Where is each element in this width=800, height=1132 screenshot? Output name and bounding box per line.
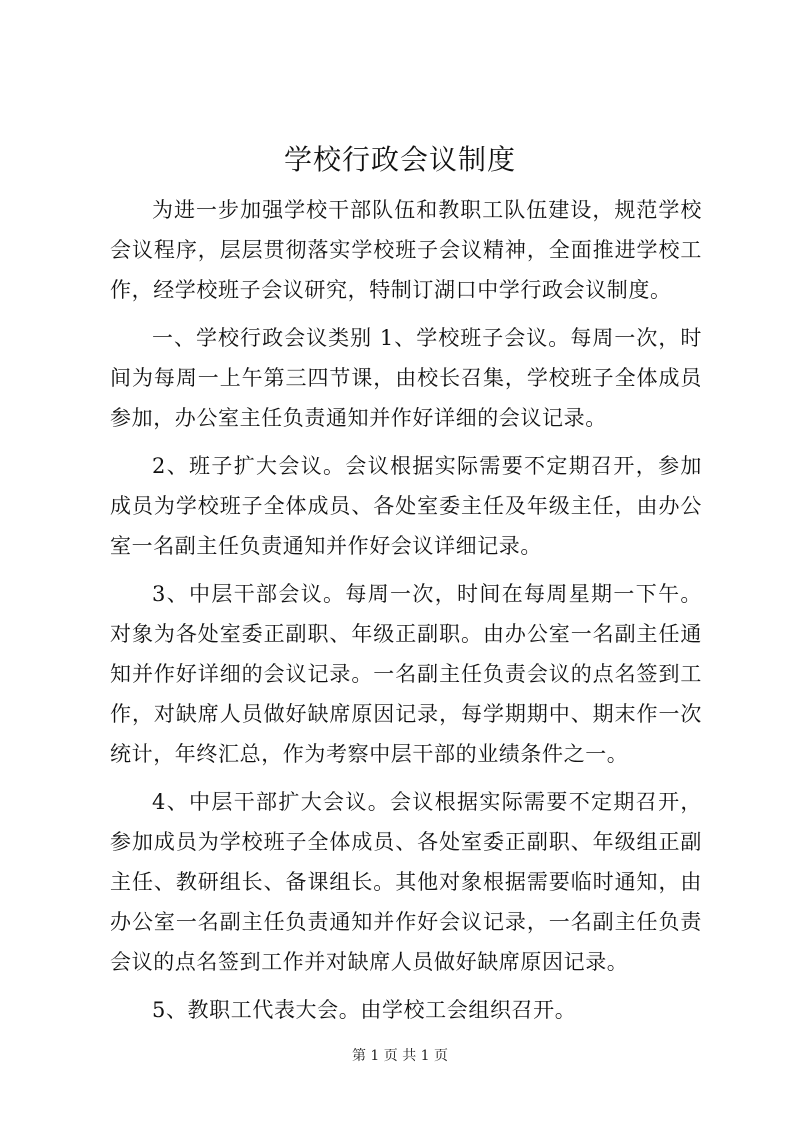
paragraph-section-3: 3、中层干部会议。每周一次，时间在每周星期一下午。对象为各处室委正副职、年级正副职。由办公室一名副主任通知并作好详细的会议记录。一名副主任负责会议的点名签到工作，对缺席人员做好缺席原因记录，每学期期中、期末作一次统计，年终汇总，作为考察中层干部的业绩条件之一。	[110, 582, 702, 766]
paragraph-section-4: 4、中层干部扩大会议。会议根据实际需要不定期召开，参加成员为学校班子全体成员、各处室委正副职、年级组正副主任、教研组长、备课组长。其他对象根据需要临时通知，由办公室一名副主任负责通知并作好会议记录，一名副主任负责会议的点名签到工作并对缺席人员做好缺席原因记录。	[110, 790, 702, 974]
paragraph-intro: 为进一步加强学校干部队伍和教职工队伍建设，规范学校会议程序，层层贯彻落实学校班子会议精神，全面推进学校工作，经学校班子会议研究，特制订湖口中学行政会议制度。	[110, 198, 702, 302]
paragraph-section-2: 2、班子扩大会议。会议根据实际需要不定期召开，参加成员为学校班子全体成员、各处室委主任及年级主任，由办公室一名副主任负责通知并作好会议详细记录。	[110, 454, 702, 558]
document-body	[110, 190, 702, 1038]
page-footer: 第 1 页 共 1 页	[351, 1048, 449, 1064]
paragraph-section-5: 5、教职工代表大会。由学校工会组织召开。	[152, 998, 577, 1022]
paragraph-section-1: 一、学校行政会议类别 1、学校班子会议。每周一次，时间为每周一上午第三四节课，由校长召集，学校班子全体成员参加，办公室主任负责通知并作好详细的会议记录。	[110, 326, 702, 430]
document-title: 学校行政会议制度	[283, 143, 516, 176]
